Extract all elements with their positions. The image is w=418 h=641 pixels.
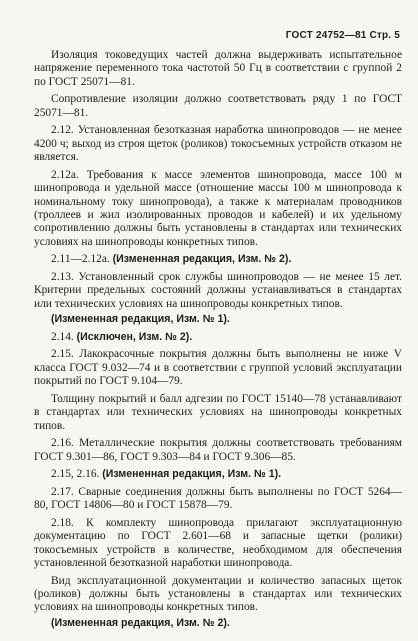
paragraph-text: Изоляция токоведущих частей должна выдерживать испытательное напряжение переменного тока частотой 50 Гц в соответствии с группой 2 по ГОСТ 25071—81. <box>34 49 402 88</box>
paragraph-text: 2.12а. Требования к массе элементов шинопровода, массе 100 м шинопровода и удельной массе (отношение массы 100 м шинопровода к номинальному току шинопровода), а также к материалам проводников (троллеев и жил изолированных проводов и кабелей) и их удельному сопротивлению должны быть установлены в стандартах или технических условиях на шинопроводы конкретных типов. <box>34 168 402 248</box>
paragraph-text: Сопротивление изоляции должно соответствовать ряду 1 по ГОСТ 25071—81. <box>34 93 402 119</box>
note-prefix: 2.15, 2.16. <box>51 468 103 481</box>
clause-2-16 <box>34 437 402 464</box>
paragraph-text: Вид эксплуатационной документации и количество запасных щеток (роликов) должны быть установлены в стандартах или технических условиях на шинопроводы конкретных типов. <box>34 574 402 614</box>
paragraph-text: 2.15. Лакокрасочные покрытия должны быть выполнены не ниже V класса ГОСТ 9.032—74 и в соответствии с группой условий эксплуатации покрытий по ГОСТ 9.104—79. <box>34 348 402 388</box>
clause-2-12 <box>34 124 402 164</box>
note-bold: (Измененная редакция, Изм. № 1). <box>51 313 230 326</box>
note-prefix: 2.14. <box>51 330 77 343</box>
amendment-note <box>34 468 402 481</box>
amendment-note <box>34 313 402 326</box>
paragraph-text: 2.18. К комплекту шинопровода прилагают эксплуатационную документацию по ГОСТ 2.601—68 и запасные щетки (ролики) токосъемных устройств в количестве, необходимом для обеспечения установленной безотказной наработки шинопровода. <box>34 516 402 570</box>
note-bold: (Исключен, Изм. № 2). <box>76 330 193 343</box>
paragraph-text: 2.13. Установленный срок службы шинопроводов — не менее 15 лет. Критерии предельных состояний должны устанавливаться в стандартах или технических условиях на шинопроводы конкретных типов. <box>34 271 402 310</box>
paragraph <box>34 575 402 615</box>
note-bold: (Измененная редакция, Изм. № 2). <box>51 616 230 629</box>
paragraph-text: 2.12. Установленная безотказная наработка шинопроводов — не менее 4200 ч; выход из строя щеток (роликов) токосъемных устройств отказом не является. <box>34 124 402 164</box>
document-body <box>34 49 402 634</box>
clause-2-13 <box>34 271 402 311</box>
paragraph-text: 2.17. Сварные соединения должны быть выполнены по ГОСТ 5264—80, ГОСТ 14806—80 и ГОСТ 15878—79. <box>34 485 402 512</box>
note-bold: (Измененная редакция, Изм. № 1). <box>102 468 282 481</box>
clause-2-18 <box>34 517 402 571</box>
paragraph <box>34 49 402 89</box>
clause-2-14 <box>34 331 402 344</box>
clause-2-17 <box>34 486 402 513</box>
paragraph <box>34 393 402 433</box>
paragraph-text: Толщину покрытий и балл адгезии по ГОСТ 15140—78 устанавливают в стандартах или технических условиях на шинопроводы конкретных типов. <box>34 392 402 432</box>
page-header: ГОСТ 24752—81 Стр. 5 <box>285 30 400 41</box>
amendment-note <box>34 617 402 630</box>
clause-2-15 <box>34 348 402 388</box>
amendment-note <box>34 253 402 266</box>
clause-2-12a <box>34 169 402 249</box>
note-prefix: 2.11—2.12а. <box>51 253 113 266</box>
paragraph-text: 2.16. Металлические покрытия должны соответствовать требованиям ГОСТ 9.301—86, ГОСТ 9.303—84 и ГОСТ 9.306—85. <box>34 437 402 463</box>
note-bold: (Измененная редакция, Изм. № 2). <box>112 253 292 266</box>
paragraph <box>34 93 402 120</box>
